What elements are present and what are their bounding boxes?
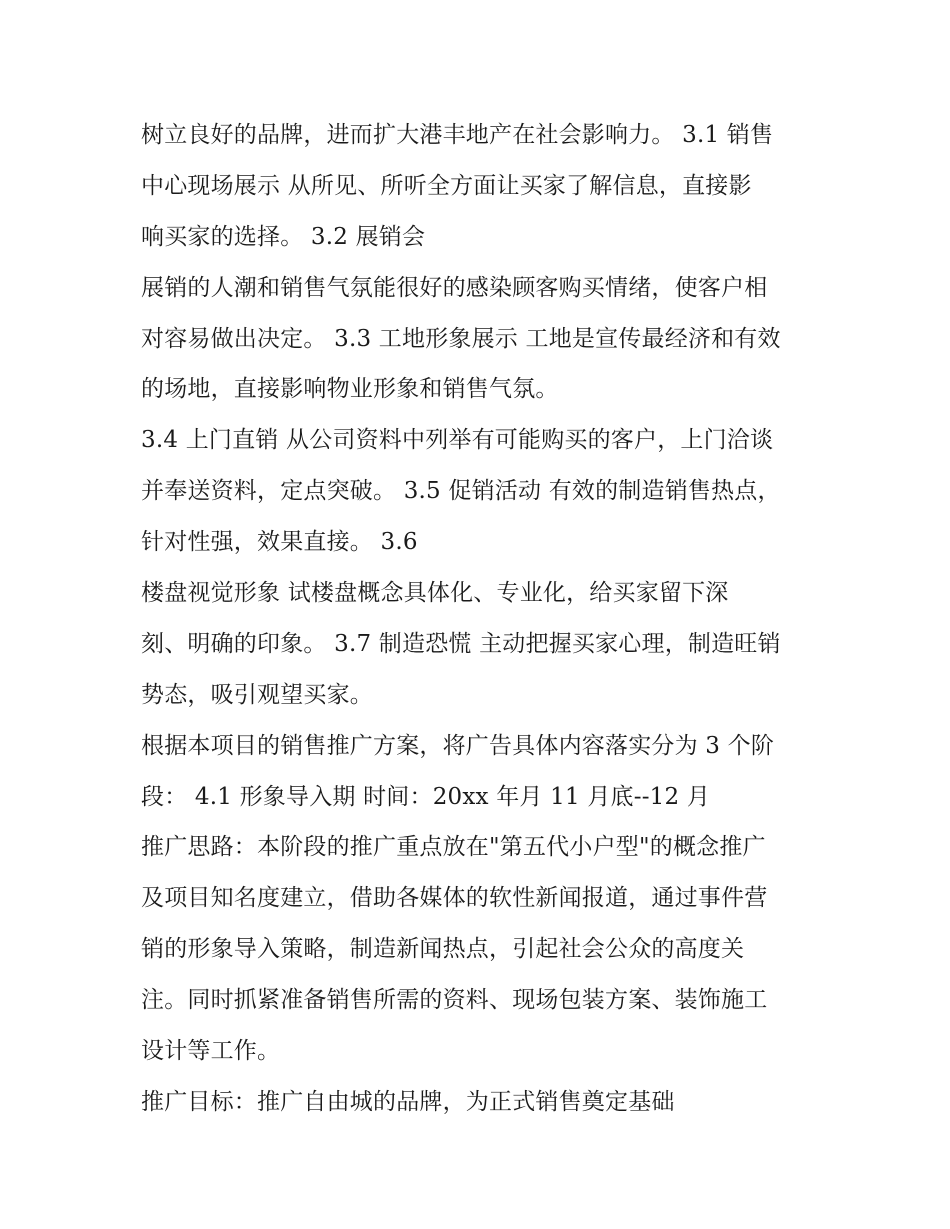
text-line: 段： 4.1 形象导入期 时间：20xx 年月 11 月底--12 月 xyxy=(141,783,711,810)
text-line: 刻、明确的印象。 3.7 制造恐慌 主动把握买家心理，制造旺销 xyxy=(141,630,781,657)
text-line: 的场地，直接影响物业形象和销售气氛。 xyxy=(141,376,559,403)
text-line: 3.4 上门直销 从公司资料中列举有可能购买的客户，上门洽谈 xyxy=(141,427,774,454)
text-line: 及项目知名度建立，借助各媒体的软性新闻报道，通过事件营 xyxy=(141,885,768,912)
text-line: 并奉送资料，定点突破。 3.5 促销活动 有效的制造销售热点， xyxy=(141,478,781,505)
text-line: 响买家的选择。 3.2 展销会 xyxy=(141,223,426,250)
text-line: 销的形象导入策略，制造新闻热点，引起社会公众的高度关 xyxy=(141,936,745,963)
text-line: 中心现场展示 从所见、所听全方面让买家了解信息，直接影 xyxy=(141,172,752,199)
text-line: 根据本项目的销售推广方案，将广告具体内容落实分为 3 个阶 xyxy=(141,732,775,759)
text-line: 推广目标：推广自由城的品牌，为正式销售奠定基础 xyxy=(141,1088,675,1115)
text-line: 对容易做出决定。 3.3 工地形象展示 工地是宣传最经济和有效 xyxy=(141,325,781,352)
document-body xyxy=(141,110,821,1128)
text-line: 注。同时抓紧准备销售所需的资料、现场包装方案、装饰施工 xyxy=(141,987,768,1014)
text-line: 展销的人潮和销售气氛能很好的感染顾客购买情绪，使客户相 xyxy=(141,274,768,301)
text-line: 针对性强，效果直接。 3.6 xyxy=(141,529,418,556)
text-line: 推广思路：本阶段的推广重点放在"第五代小户型"的概念推广 xyxy=(141,834,766,861)
text-line: 楼盘视觉形象 试楼盘概念具体化、专业化，给买家留下深 xyxy=(141,580,729,607)
text-line: 设计等工作。 xyxy=(141,1038,281,1065)
text-line: 树立良好的品牌，进而扩大港丰地产在社会影响力。 3.1 销售 xyxy=(141,122,774,148)
text-line: 势态，吸引观望买家。 xyxy=(141,681,373,708)
